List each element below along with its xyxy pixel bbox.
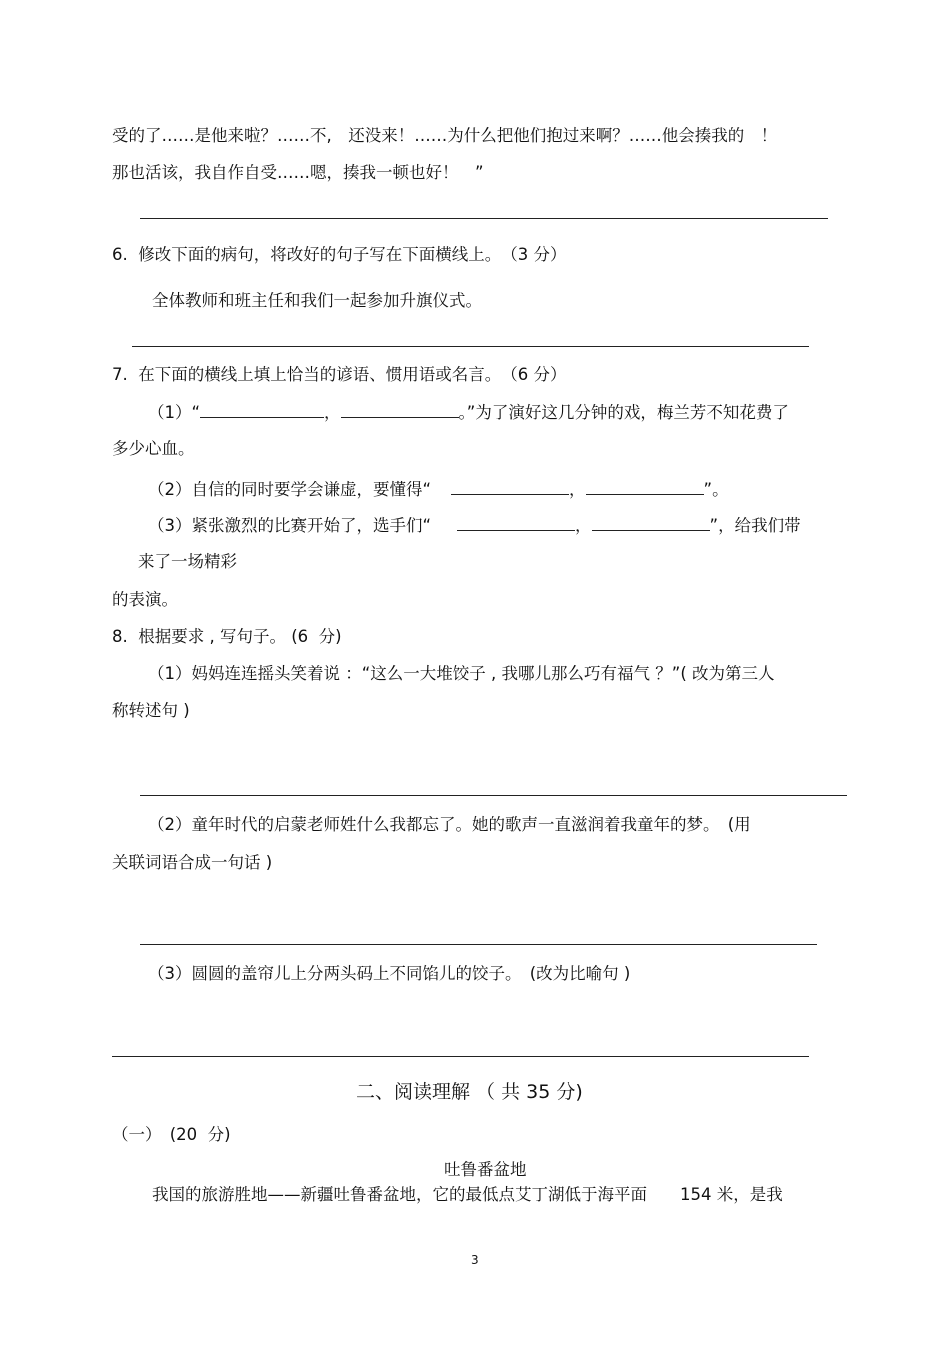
question-7-item-3-continued-2: 的表演。 <box>112 590 178 609</box>
question-7-item-2 <box>148 478 729 501</box>
fill-blank[interactable] <box>457 514 575 531</box>
question-6-sentence: 全体教师和班主任和我们一起参加升旗仪式。 <box>152 291 482 310</box>
passage-continuation-line-2: 那也活该，我自作自受……嗯，揍我一顿也好！ ” <box>112 163 484 182</box>
question-8-item-3: （3）圆圆的盖帘儿上分两头码上不同馅儿的饺子。 (改为比喻句 ) <box>148 964 631 983</box>
question-7-prompt: 7. 在下面的横线上填上恰当的谚语、惯用语或名言。 （6 分） <box>112 365 567 384</box>
item-2-open: （2）自信的同时要学会谦虚，要懂得“ <box>148 480 432 499</box>
question-7-item-3-continued-1: 来了一场精彩 <box>138 552 237 571</box>
question-8-item-1: （1）妈妈连连摇头笑着说 ：“这么一大堆饺子 , 我哪儿那么巧有福气 ？”( 改为第三人 <box>148 664 775 683</box>
comma: ， <box>569 480 586 499</box>
question-7-item-1-continued: 多少心血。 <box>112 439 195 458</box>
section-part-label: （一） (20 分) <box>112 1125 231 1144</box>
answer-line <box>132 346 809 347</box>
item-2-close: ”。 <box>703 480 729 499</box>
answer-line <box>112 1056 809 1057</box>
question-7-item-3 <box>148 514 801 537</box>
fill-blank[interactable] <box>586 478 704 495</box>
item-1-open: （1）“ <box>148 403 201 422</box>
question-8-item-2: （2）童年时代的启蒙老师姓什么我都忘了。她的歌声一直滋润着我童年的梦。 (用 <box>148 815 751 834</box>
question-7-item-1 <box>148 401 789 424</box>
article-line-1: 我国的旅游胜地——新疆吐鲁番盆地，它的最低点艾丁湖低于海平面 154 米，是我 <box>152 1185 783 1204</box>
fill-blank[interactable] <box>341 401 459 418</box>
item-1-close: 。”为了演好这几分钟的戏，梅兰芳不知花费了 <box>458 403 789 422</box>
question-8-item-2-continued: 关联词语合成一句话 ) <box>112 853 273 872</box>
page-number: 3 <box>471 1253 479 1267</box>
comma: ， <box>575 516 592 535</box>
section-title: 二、阅读理解 （ 共 35 分) <box>356 1081 583 1103</box>
comma: ， <box>324 403 341 422</box>
fill-blank[interactable] <box>451 478 569 495</box>
answer-line <box>140 944 817 945</box>
answer-line <box>140 795 847 796</box>
question-8-prompt: 8. 根据要求 , 写句子。 (6 分) <box>112 627 342 646</box>
question-8-item-1-continued: 称转述句 ) <box>112 701 190 720</box>
passage-continuation-line-1: 受的了……是他来啦？……不, 还没来！……为什么把他们抱过来啊？……他会揍我的 ！ <box>112 126 778 145</box>
item-3-open: （3）紧张激烈的比赛开始了，选手们“ <box>148 516 432 535</box>
article-title: 吐鲁番盆地 <box>444 1160 527 1179</box>
question-6-prompt: 6. 修改下面的病句，将改好的句子写在下面横线上。 （3 分） <box>112 245 567 264</box>
fill-blank[interactable] <box>200 401 324 418</box>
item-3-close: ”，给我们带 <box>709 516 801 535</box>
fill-blank[interactable] <box>592 514 710 531</box>
answer-line <box>140 218 828 219</box>
